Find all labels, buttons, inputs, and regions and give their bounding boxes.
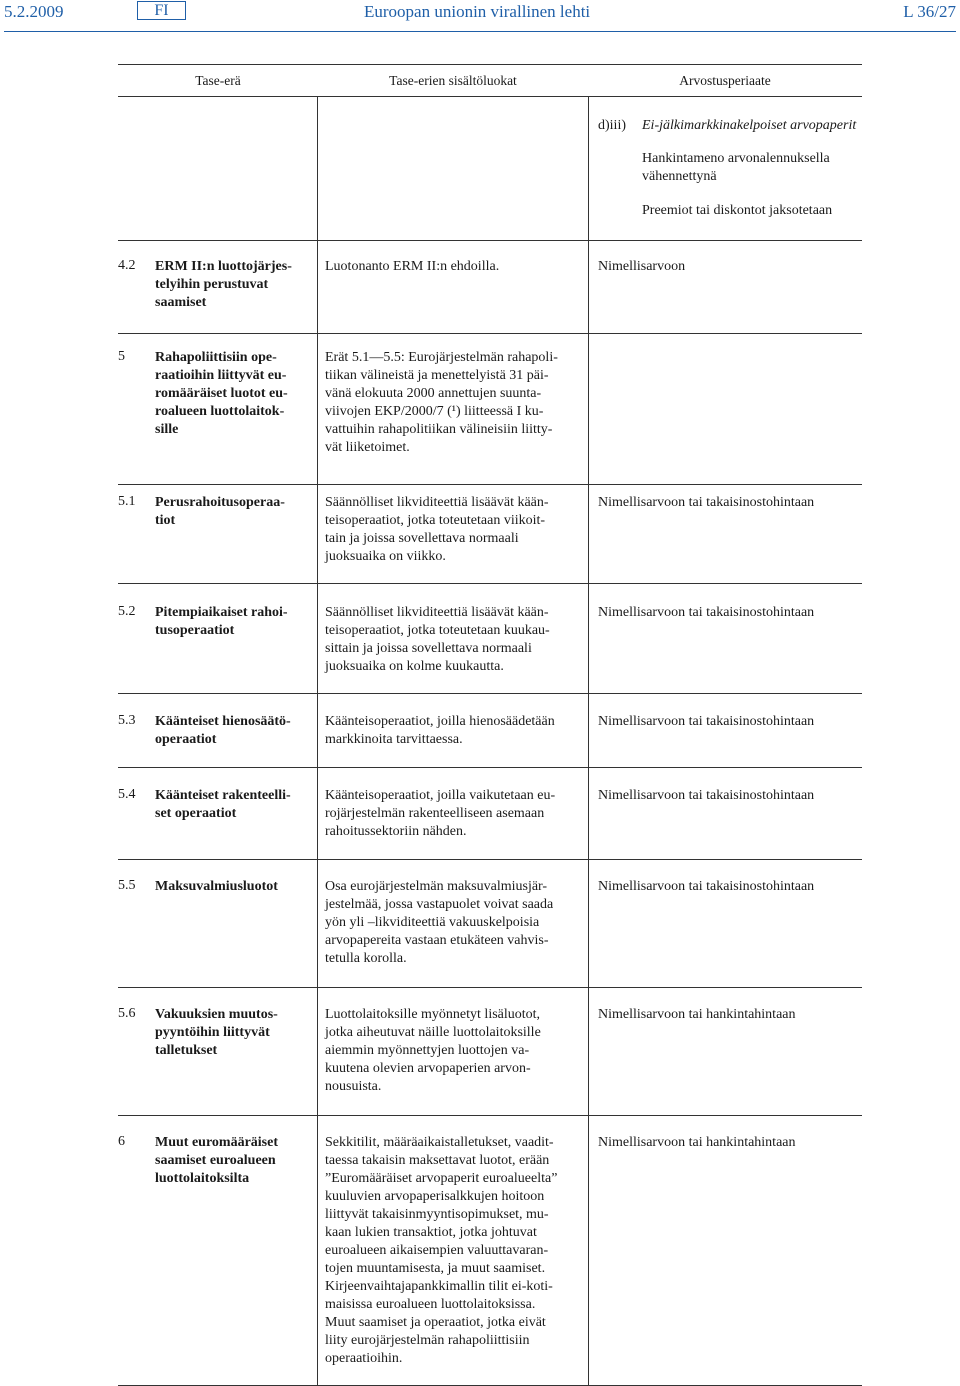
row-number: 6 <box>118 1134 125 1149</box>
row-principle: Nimellisarvoon tai takaisinostohintaan <box>598 879 815 894</box>
row-principle: Nimellisarvoon tai takaisinostohintaan <box>598 788 815 803</box>
valuation-table <box>118 64 862 1386</box>
row-number: 5.3 <box>118 713 136 728</box>
row-item-name: Pitempiaikaiset rahoi- tusoperaatiot <box>155 605 288 638</box>
row-content: Luottolaitoksille myönnetyt lisäluotot, jotka aiheutuvat näille luottolaitoksille aiemmin myönnettyjen luottojen va- kuutena olevien arvopaperien arvon- nousuista. <box>325 1007 541 1094</box>
row-principle: Nimellisarvoon tai takaisinostohintaan <box>598 495 815 510</box>
row-content: Säännölliset likviditeettiä lisäävät kään- teisoperaatiot, jotka toteutetaan kuukau- sittain ja joissa sovellettava normaali juoksuaika on kolme kuukautta. <box>325 605 550 674</box>
row-content: Erät 5.1—5.5: Eurojärjestelmän rahapoli- tiikan välineistä ja menettelyistä 31 päi- vänä elokuuta 2000 annettujen suunta- viivojen EKP/2000/7 (¹) liitteessä I ku- vattuihin rahapolitiikan välineisiin liitty- vät liiketoimet. <box>325 350 558 455</box>
table-row-continuation <box>118 96 862 241</box>
row-number: 5.5 <box>118 878 136 893</box>
row-item-name: Käänteiset hienosäätö- operaatiot <box>155 714 291 747</box>
table-row <box>118 694 862 768</box>
page-header <box>0 0 960 32</box>
principle-text-2: Preemiot tai diskontot jaksotetaan <box>642 203 833 218</box>
row-item-name: Käänteiset rakenteelli- set operaatiot <box>155 788 291 821</box>
page-number: L 36/27 <box>903 2 956 21</box>
item-label: d)iii) <box>598 118 626 133</box>
table-row <box>118 485 862 584</box>
row-content: Osa eurojärjestelmän maksuvalmiusjär- jestelmää, jossa vastapuolet voivat saada yön yli –likviditeettiä vakuuskelpoisia arvopapereita vastaan etukäteen vahvis- tetulla korolla. <box>325 879 554 966</box>
table-row <box>118 988 862 1116</box>
row-number: 5.1 <box>118 494 136 509</box>
table-row <box>118 584 862 694</box>
row-number: 5.4 <box>118 787 136 802</box>
row-item-name: Rahapoliittisiin ope- raatioihin liittyvät eu- romääräiset luotot eu- roalueen luottolaitok- sille <box>155 350 288 437</box>
table-row <box>118 241 862 334</box>
language-badge: FI <box>137 1 186 20</box>
row-number: 4.2 <box>118 258 136 273</box>
table-top-rule <box>118 64 862 65</box>
row-item-name: ERM II:n luottojärjes- telyihin perustuvat saamiset <box>155 259 292 310</box>
row-item-name: Perusrahoitusoperaa- tiot <box>155 495 285 528</box>
row-content: Luotonanto ERM II:n ehdoilla. <box>325 259 500 274</box>
table-row <box>118 768 862 860</box>
row-content: Käänteisoperaatiot, joilla hienosäädetään markkinoita tarvittaessa. <box>325 714 555 747</box>
row-principle: Nimellisarvoon tai takaisinostohintaan <box>598 605 815 620</box>
row-number: 5.2 <box>118 604 136 619</box>
journal-title: Euroopan unionin virallinen lehti <box>364 2 591 21</box>
principle-text-1: Hankintameno arvonalennuksella vähennettynä <box>642 151 830 184</box>
row-principle: Nimellisarvoon <box>598 259 686 274</box>
row-principle: Nimellisarvoon tai hankintahintaan <box>598 1007 796 1022</box>
row-item-name: Vakuuksien muutos- pyyntöihin liittyvät talletukset <box>155 1007 278 1058</box>
row-content: Säännölliset likviditeettiä lisäävät kään- teisoperaatiot, jotka toteutetaan viikoit- tain ja joissa sovellettava normaali juoksuaika on viikko. <box>325 495 549 564</box>
row-number: 5 <box>118 349 125 364</box>
row-number: 5.6 <box>118 1006 136 1021</box>
row-content: Käänteisoperaatiot, joilla vaikutetaan eu- rojärjestelmän rakenteelliseen asemaan rahoitussektoriin nähden. <box>325 788 556 839</box>
column-header-item: Tase-erä <box>195 73 241 88</box>
item-title: Ei-jälkimarkkinakelpoiset arvopaperit <box>642 118 857 133</box>
table-row <box>118 1116 862 1386</box>
table-row <box>118 860 862 988</box>
header-divider <box>4 31 956 32</box>
row-principle: Nimellisarvoon tai hankintahintaan <box>598 1135 796 1150</box>
row-content: Sekkitilit, määräaikaistalletukset, vaadit- taessa takaisin maksettavat luotot, erään ”Euromääräiset arvopaperit euroalueelta” kuuluvien arvopaperisalkkujen hoitoon liittyvät takaisinmyyntisopimukset, mu- kaan lukien transaktiot, jotka johtuvat euroalueen aikaisempien valuuttavaran- tojen muuntamisesta, ja muut saamiset. Kirjeenvaihtajapankkimallin tilit ei-koti- maisissa euroalueen luottolaitoksissa. Muut saamiset ja operaatiot, jotka eivät liity eurojärjestelmän rahapoliittisiin operaatioihin. <box>325 1135 558 1366</box>
publication-date: 5.2.2009 <box>4 2 64 21</box>
column-header-principle: Arvostusperiaate <box>679 73 771 88</box>
row-item-name: Muut euromääräiset saamiset euroalueen luottolaitoksilta <box>155 1135 278 1186</box>
row-principle: Nimellisarvoon tai takaisinostohintaan <box>598 714 815 729</box>
row-item-name: Maksuvalmiusluotot <box>155 879 278 894</box>
column-header-content: Tase-erien sisältöluokat <box>389 73 517 88</box>
table-row <box>118 334 862 485</box>
